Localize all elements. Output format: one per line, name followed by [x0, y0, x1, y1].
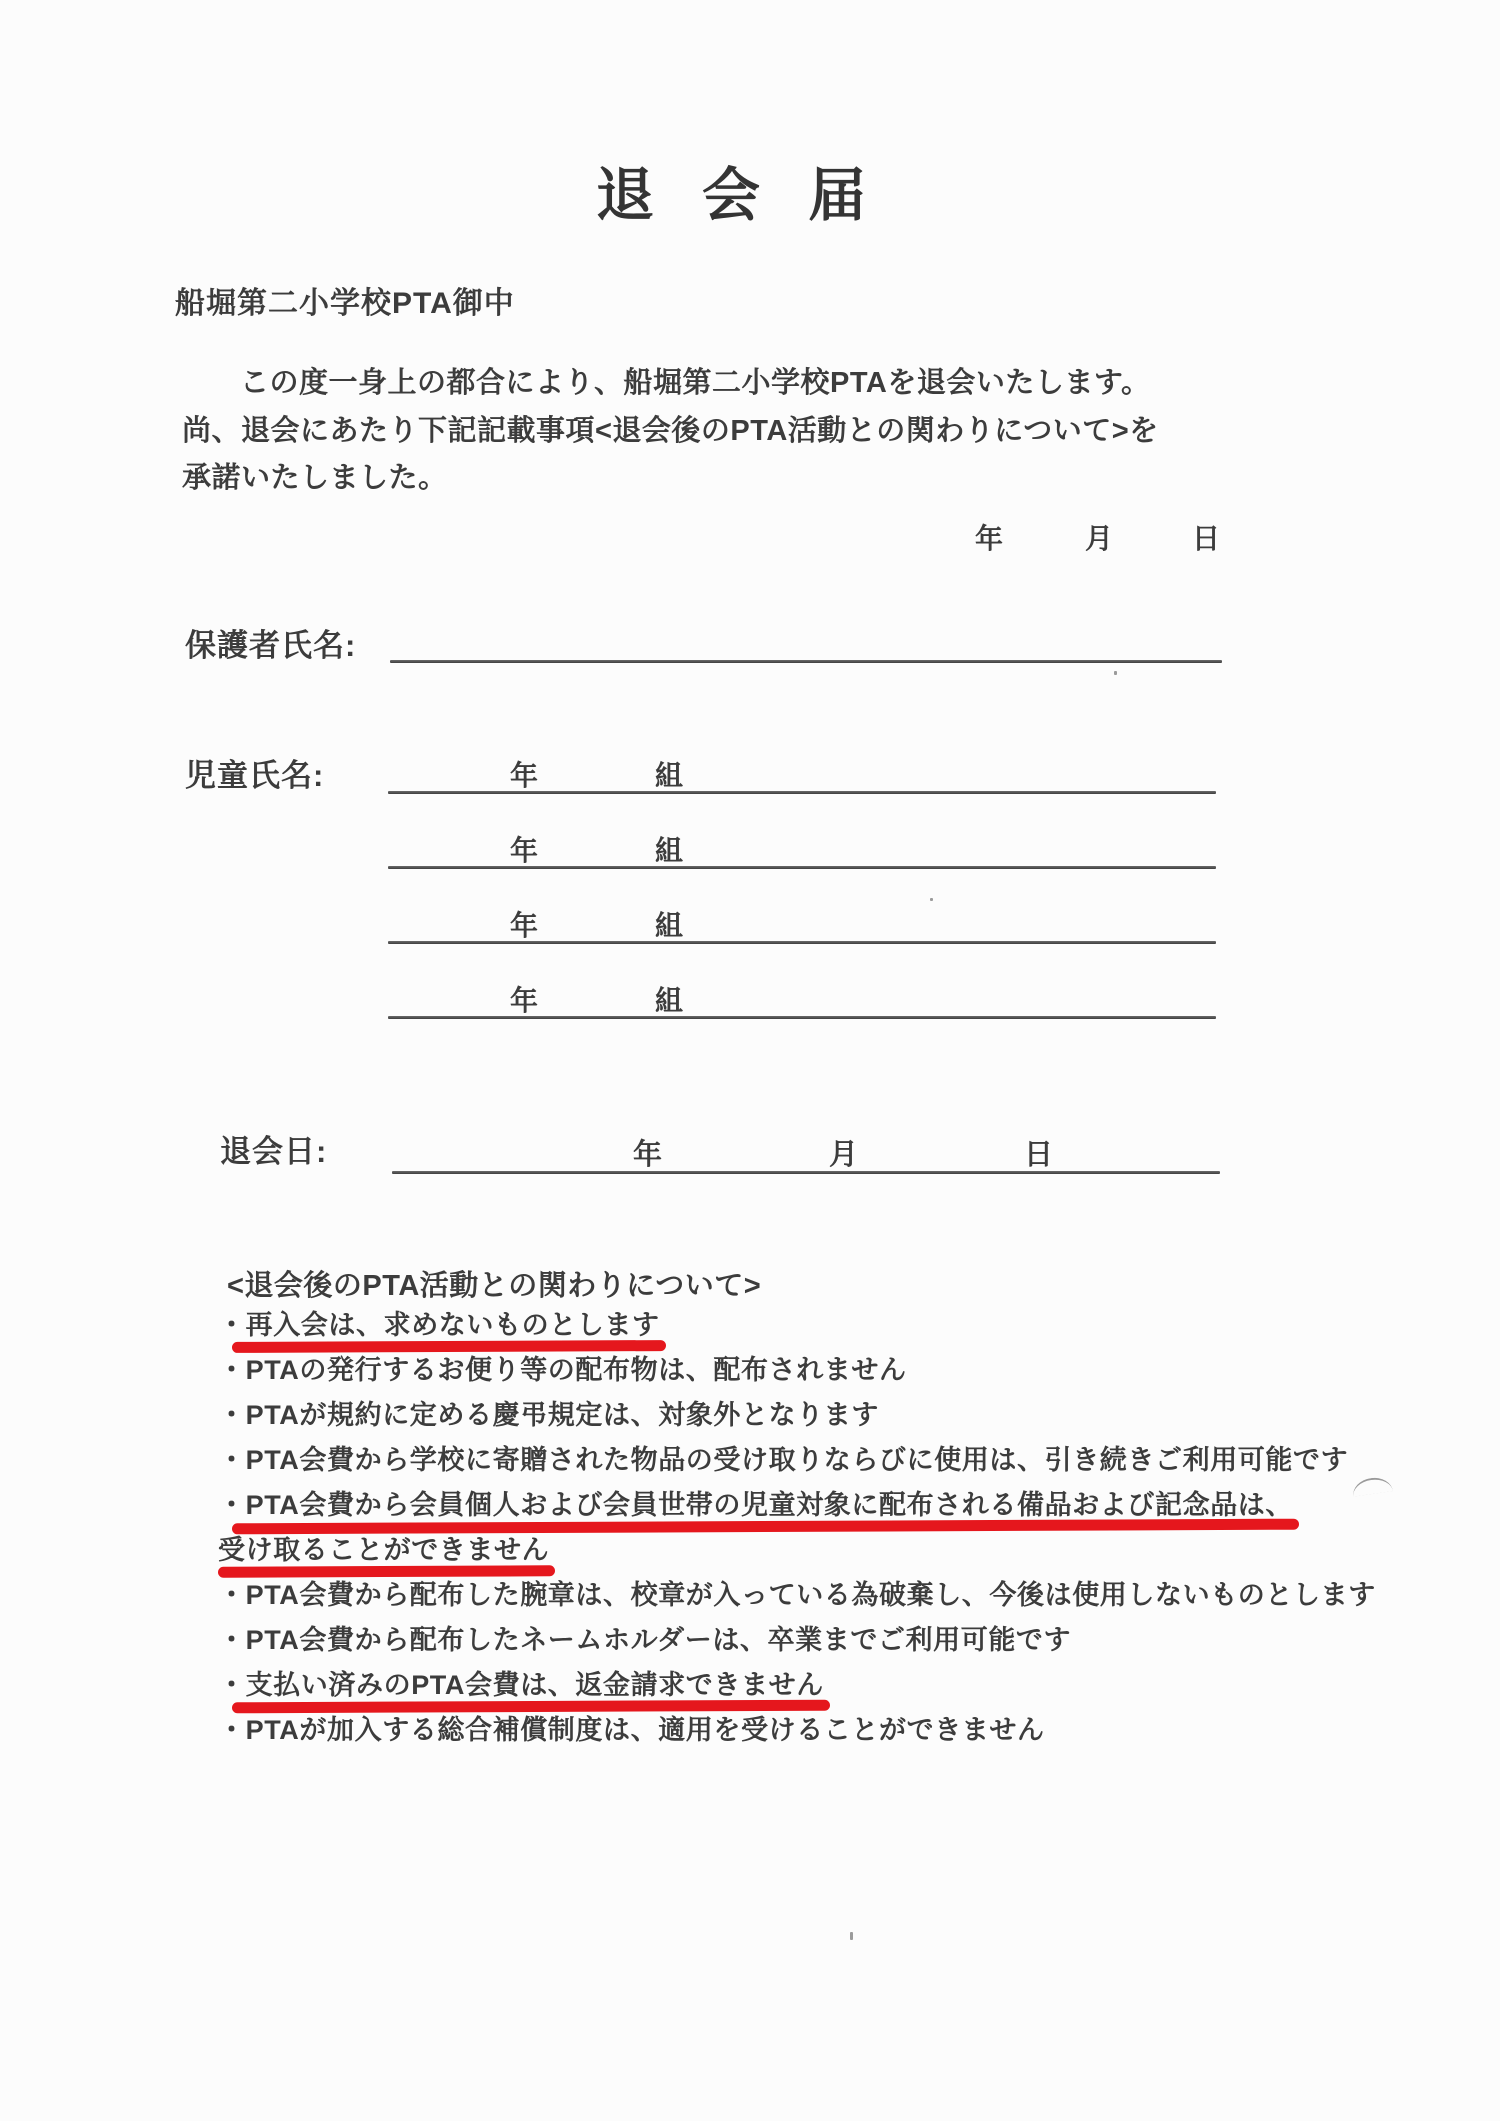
- note-text: ・PTAが規約に定める慶弔規定は、対象外となります: [218, 1400, 879, 1430]
- child-name-write-line: [388, 866, 1216, 869]
- date-year-label: 年: [975, 523, 1004, 554]
- note-text: ・PTA会費から会員個人および会員世帯の児童対象に配布される備品および記念品は、: [218, 1490, 1293, 1520]
- note-item: [218, 1666, 1478, 1711]
- body-line-1: この度一身上の都合により、船堀第二小学校PTAを退会いたします。: [240, 367, 1151, 399]
- grade-year-label: 年: [510, 910, 539, 941]
- note-item: [218, 1576, 1478, 1621]
- child-name-write-line: [388, 1016, 1216, 1019]
- body-paragraph: [182, 360, 1402, 503]
- child-name-row: [0, 900, 1500, 944]
- note-item: [218, 1486, 1478, 1531]
- child-name-write-line: [388, 941, 1216, 944]
- child-name-write-line: [388, 791, 1216, 794]
- date-day-label: 日: [1192, 523, 1221, 554]
- scan-speck: [850, 1932, 853, 1940]
- class-label: 組: [655, 760, 684, 791]
- withdrawal-year-label: 年: [633, 1139, 663, 1171]
- document-title: 退 会 届: [595, 163, 875, 228]
- note-text: ・支払い済みのPTA会費は、返金請求できません: [218, 1670, 824, 1700]
- note-text: ・PTA会費から学校に寄贈された物品の受け取りならびに使用は、引き続きご利用可能です: [218, 1445, 1349, 1475]
- note-text: ・PTAが加入する総合補償制度は、適用を受けることができません: [218, 1715, 1045, 1745]
- note-text: ・再入会は、求めないものとします: [218, 1310, 660, 1340]
- note-text: 受け取ることができません: [218, 1535, 550, 1565]
- child-name-row: [0, 750, 1500, 794]
- grade-year-label: 年: [510, 760, 539, 791]
- guardian-name-write-line: [390, 660, 1222, 663]
- note-item: [218, 1711, 1478, 1756]
- class-label: 組: [655, 835, 684, 866]
- note-item: [218, 1396, 1478, 1441]
- note-item: [218, 1351, 1478, 1396]
- grade-year-label: 年: [510, 985, 539, 1016]
- withdrawal-date-label: 退会日:: [220, 1134, 328, 1169]
- note-text: ・PTAの発行するお便り等の配布物は、配布されません: [218, 1355, 907, 1385]
- note-item: [218, 1621, 1478, 1666]
- withdrawal-day-label: 日: [1024, 1139, 1054, 1171]
- child-name-row: [0, 825, 1500, 869]
- scan-speck: [1114, 671, 1117, 675]
- note-text: ・PTA会費から配布した腕章は、校章が入っている為破棄し、今後は使用しないものとします: [218, 1580, 1376, 1610]
- class-label: 組: [655, 910, 684, 941]
- grade-year-label: 年: [510, 835, 539, 866]
- note-text: ・PTA会費から配布したネームホルダーは、卒業までご利用可能です: [218, 1625, 1072, 1655]
- scan-speck: [930, 898, 933, 901]
- date-month-label: 月: [1085, 523, 1114, 554]
- note-item: [218, 1306, 1478, 1351]
- note-item: [218, 1531, 1478, 1576]
- notes-list: [218, 1306, 1478, 1756]
- class-label: 組: [655, 985, 684, 1016]
- body-line-3: 承諾いたしました。: [182, 462, 448, 494]
- child-name-label: 児童氏名:: [185, 758, 325, 793]
- addressee: 船堀第二小学校PTA御中: [175, 287, 515, 320]
- notes-section-heading: <退会後のPTA活動との関わりについて>: [227, 1270, 762, 1302]
- child-name-row: [0, 975, 1500, 1019]
- withdrawal-month-label: 月: [829, 1139, 859, 1171]
- guardian-name-label: 保護者氏名:: [185, 628, 357, 663]
- body-line-2: 尚、退会にあたり下記記載事項<退会後のPTA活動との関わりについて>を: [182, 414, 1159, 447]
- note-item: [218, 1441, 1478, 1486]
- withdrawal-date-write-line: [392, 1171, 1220, 1174]
